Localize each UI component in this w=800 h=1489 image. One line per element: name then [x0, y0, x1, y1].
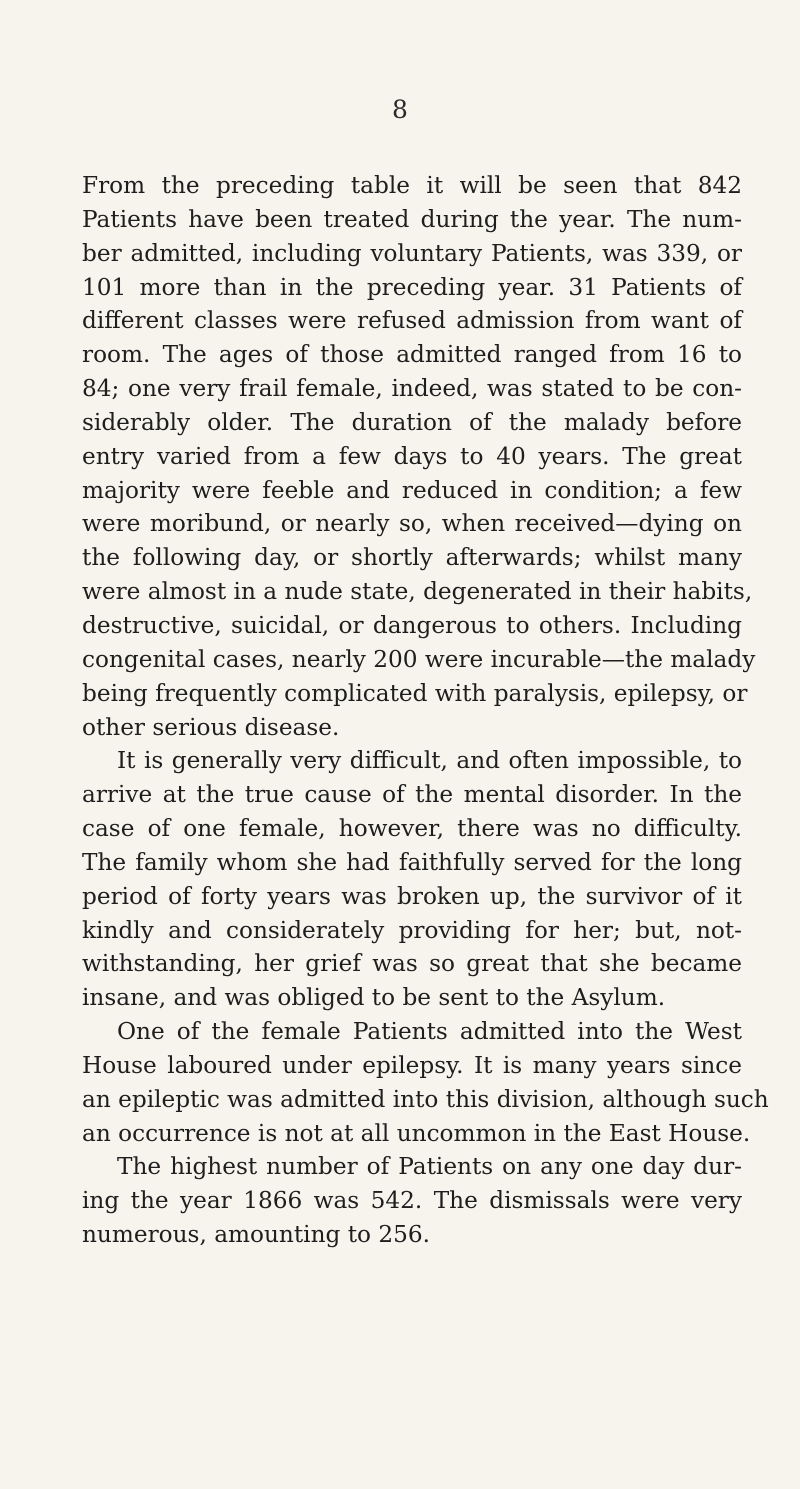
text-line: other serious disease. — [82, 713, 340, 741]
paragraph-1 — [82, 169, 756, 744]
text-line: House laboured under epilepsy. It is many years since — [82, 1051, 742, 1079]
text-line: withstanding, her grief was so great that she became — [82, 950, 742, 978]
text-line: congenital cases, nearly 200 were incurable—the malady — [82, 645, 756, 673]
text-line: The highest number of Patients on any one day dur- — [117, 1153, 742, 1181]
text-line: insane, and was obliged to be sent to the Asylum. — [82, 984, 666, 1012]
paragraph-4 — [82, 1150, 742, 1252]
text-line: kindly and considerately providing for her; but, not- — [82, 916, 742, 944]
text-line: period of forty years was broken up, the survivor of it — [82, 882, 742, 910]
page-number: 8 — [392, 95, 408, 124]
text-line: ing the year 1866 was 542. The dismissals were very — [82, 1187, 742, 1215]
text-line: numerous, amounting to 256. — [82, 1221, 430, 1249]
text-line: 101 more than in the preceding year. 31 Patients of — [82, 273, 742, 301]
text-line: were moribund, or nearly so, when received—dying on — [82, 510, 742, 538]
text-line: siderably older. The duration of the malady before — [82, 408, 742, 436]
text-line: It is generally very difficult, and often impossible, to — [117, 747, 742, 775]
paragraph-3 — [82, 1015, 769, 1150]
text-line: ber admitted, including voluntary Patients, was 339, or — [82, 239, 742, 267]
text-line: From the preceding table it will be seen that 842 — [82, 172, 742, 199]
text-line: an occurrence is not at all uncommon in the East House. — [82, 1119, 751, 1147]
text-line: One of the female Patients admitted into the West — [117, 1018, 742, 1046]
text-line: majority were feeble and reduced in condition; a few — [82, 476, 742, 504]
text-line: the following day, or shortly afterwards; whilst many — [82, 544, 742, 572]
text-line: room. The ages of those admitted ranged from 16 to — [82, 341, 742, 369]
text-line: The family whom she had faithfully served for the long — [82, 848, 742, 876]
text-line: were almost in a nude state, degenerated in their habits, — [82, 578, 753, 606]
text-line: destructive, suicidal, or dangerous to others. Including — [82, 611, 742, 639]
text-line: entry varied from a few days to 40 years. The great — [82, 442, 742, 470]
text-line: case of one female, however, there was no difficulty. — [82, 815, 742, 843]
text-line: an epileptic was admitted into this division, although such — [82, 1085, 769, 1113]
text-line: being frequently complicated with paralysis, epilepsy, or — [82, 679, 748, 707]
body-text — [82, 169, 769, 1252]
text-line: Patients have been treated during the year. The num- — [82, 205, 742, 233]
text-line: different classes were refused admission from want of — [82, 307, 742, 335]
text-line: 84; one very frail female, indeed, was stated to be con- — [82, 375, 742, 403]
paragraph-2 — [82, 744, 742, 1015]
text-line: arrive at the true cause of the mental disorder. In the — [82, 781, 742, 809]
